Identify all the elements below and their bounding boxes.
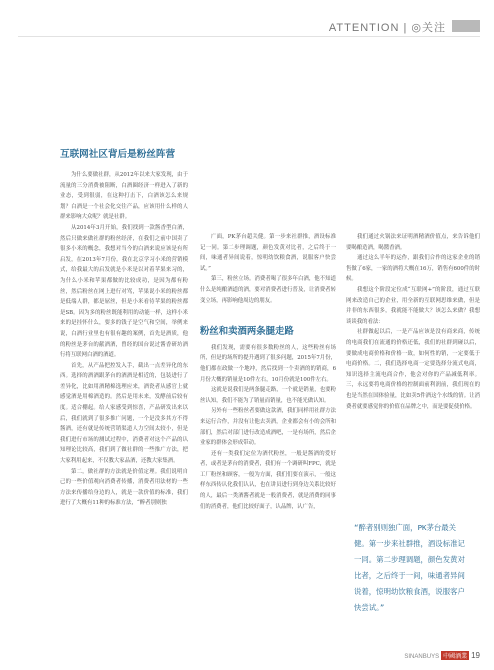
paragraph: 我们通过火锅法来证明酒精酒价值点，来告诉他们要喝酿造酒，喝醬香酒。 xyxy=(346,234,480,251)
paragraph: 为什么要做社群，从2012年以来大家发现，由于流量的三分消费被阻断，白酒圈经济一样进入了新的业态，受到很弱，在这种打击下，白酒该怎么来规划？白酒是一个社会化交往产品，应该用什么样的人群来影响大众呢？就是社群。 xyxy=(60,172,188,221)
article-heading: 互联网社区背后是粉丝阵营 xyxy=(60,149,176,160)
header-rule xyxy=(18,36,480,37)
paragraph: 通过这么半年的运作，跟我们合作的这家企业的销售做了6家，一家的酒将大概在16万，销售有600件的时候。 xyxy=(346,255,480,283)
page-number: 19 xyxy=(471,651,480,660)
page-footer xyxy=(404,651,480,660)
paragraph: 从2014年3月开始，我们找到一款酱香型白酒，然后只做来做社群的粉丝经济，在我们之前中国卖了很多小米的概念，我想对当今的白酒来说应该是有所启发，在2013年7月份，我在北京学习小米的营销模式，给我最大的启发就是小米是以对着苹果来习的，为什么小米和苹果都做的比较成功，是因为都有粉丝，然后粉丝在网上进行对骂，苹果说小米的粉丝都是低端人群，都是屌丝，但是小米看待苹果的粉丝都是SB。因为多的粉丝既能利用的动能一样，这样小米来的是挂怀什么，要多的钱子是空气和空间，举例来说，白酒行业里也有很有趣的案例，首先是酒质，他的粉丝是茅台的献酒酒，曾经的国台说过酱香研坊酒行将互联网白酒的酒道。 xyxy=(60,224,188,359)
paragraph: 社群做起以后，一是产品应该是没有商来商，传统的电商我们在流通的价格还低，我们的社群到碰以后，要做成电商价格和价格一致，如何性的销，一定要低于电商价格。二，我们选择电商一定要选择分流式电商，知识选择主流电商合作，他会对你的产品减低利率。三，永远要将电商价格的控制面前利润前，我们现在的也是当然在国体验量，比如卖5件酒这个水线的情。让消费者就要感觉你的价值在品牌之中，而是要促使价格。 xyxy=(346,329,480,410)
page-header xyxy=(0,0,494,60)
paragraph: 广面，PK茅台超关健。第一步来社群推，酒设标准记一同。第二步理调题，颜色发黄对比者，之后终于一间，味通者异间说着，惊明幼饮粮食酒，说服客户快尝试。” xyxy=(200,234,336,272)
paragraph: 第三，粉丝立场。消费者喝了很多年白酒，他不知道什么是纯酿酒道的酒，要对消费者进行普及，让消费者转变立场，再影响他周边的朋友。 xyxy=(200,276,336,304)
section-heading: 粉丝和卖酒两条腿走路 xyxy=(200,325,294,337)
column-3 xyxy=(346,232,480,412)
paragraph: 另外有一些粉丝者要做这款酒，我们同样用社群方法来运行合作，并没有让他去卖酒，企业都会有小的会所和部们，然后对部门进行改造成酒吧，一是有场所，然后企业家的群体会形成带动。 xyxy=(200,408,336,447)
paragraph: 第二，做社群的方法就是价值定理。我们说明自己的一些价值观向消费者传播，消费者用法材的一些方法来传播给身边的人，就是一款价值的标准，我们进行了大概有11种的标准方法，“醉者别则独 xyxy=(60,468,188,507)
footer-brand: SINANBUYS xyxy=(404,654,440,660)
paragraph: 我想这个阶段定位成“互联网+”的阶段，通过互联网来改造自己的企业，用全新的互联网思维来做，但是并非的东西很多，我就能不能做大？该怎么来做？我想谈谈我的看法： xyxy=(346,286,480,325)
section-label: ATTENTION | ◎关注 xyxy=(328,22,446,34)
magazine-logo: 中國酒業 xyxy=(441,651,469,660)
header-bar xyxy=(452,20,480,32)
paragraph: 我们发现，需要有很多数粉丝的人，这些粉丝有场所，但是的场所的提升遇到了很多问题，2015年7月份，他们都在政做一个地冲，然后找到一个卖酒的的销商，6月份大概的销量是10件左右，10月份就是100件左右。 xyxy=(200,344,336,383)
column-1 xyxy=(60,170,188,509)
paragraph: 这就是说我们是两条腿走路，一个就是销量，也要粉丝认知，我们不能为了销量而销量，也不能光做认知。 xyxy=(200,387,336,404)
column-2 xyxy=(200,232,336,512)
paragraph: 还有一类我们定位为酒代粉丝，一般是酱酒的爱好者，或者是茅台的消费者，我们有一个调研叫FPC，就是工厂粉丝和顾客，一般为方面，我们们要在演示，一般这样东西传认化我们认认，也在讲员进行到身边关系比较好的人，最后一类酒酱者就是一般消费者，就是消费的同事们的消费者，他们比较好面子，认品牌，认广告， xyxy=(200,450,336,510)
pull-quote: “醉者别则独广面，PK茅台最关健。第一步来社群推，酒设标准记一同。第二步理调题，颜色发黄对比者，之后终于一间，味通者异间说着，惊明幼饮粮食酒，说服客户快尝试。” xyxy=(354,523,465,612)
paragraph: 首先，从产品把控发入手，截出一点差异化的东西。选择的酒酒跟茅台的酒酒是相近的，包装进行了差异化，比如用酒精棉选理应来，酒瓷者从感官上就感觉酒是用棉酒造的。然后是用未来，发酵前后较有度。适合棚起。给人家感受到惊喜，产品研发出来以后，我们就到了很多推广问题，一个是没多其方不得酱酒，还有就是传统营销渠道人力空间太较小，但是我们进行市场的测试过程中，消费者对这个产品的认知理论比较高，我们到了做社群的一些推广方法，把大家利用起来，不仅教大家品酒，还教大家集酒。 xyxy=(60,362,188,465)
